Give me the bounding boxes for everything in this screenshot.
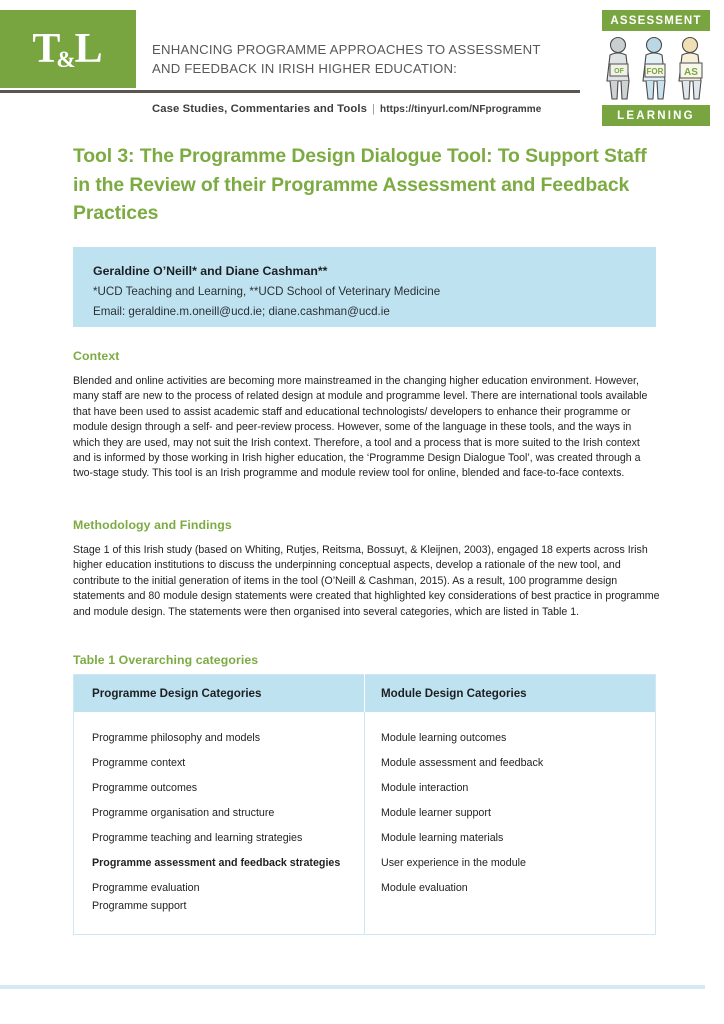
section-heading-methodology: Methodology and Findings [73, 518, 232, 532]
table-row [74, 775, 656, 800]
figures-svg [596, 34, 716, 102]
tl-logo [0, 10, 136, 88]
header-subtitle: Case Studies, Commentaries and Tools [152, 103, 367, 115]
assessment-label: ASSESSMENT [602, 10, 710, 31]
cell-programme-category: Programme assessment and feedback strategies [92, 856, 341, 869]
methodology-paragraph: Stage 1 of this Irish study (based on Whiting, Rutjes, Reitsma, Bossuyt, & Kleijnen, 2003), engaged 18 experts across Irish higher education institutions to discuss the underpinning conceptual aspects, develop a rationale of the new tool, and contribute to the initial generation of items in the tool (O’Neill & Cashman, 2015). As a result, 100 programme design statements and 80 module design statements were created that highlighted key considerations of best practice in programme and module design. The statements were then organised into several categories, which are listed in Table 1. [73, 544, 660, 618]
table-row [74, 800, 656, 825]
tool-number: Tool 3: [73, 145, 135, 167]
cell-programme-category: Programme evaluation [92, 881, 200, 894]
header-title [152, 40, 572, 78]
three-figures-illustration [596, 34, 716, 102]
header-title-line1: ENHANCING PROGRAMME APPROACHES TO ASSESSMENT [152, 42, 541, 57]
cell-programme-category: Programme organisation and structure [92, 806, 275, 819]
page-title [73, 142, 653, 228]
table-row [74, 875, 656, 900]
overarching-categories-table [73, 674, 656, 935]
cell-programme-category: Programme outcomes [92, 781, 198, 794]
footer-divider-rule [0, 985, 705, 989]
column-header-programme: Programme Design Categories [74, 675, 365, 713]
tool-title-rest: The Programme Design Dialogue Tool: To Support Staff in the Review of their Programme Assessment and Feedback Practices [73, 145, 647, 224]
header-url-link[interactable]: https://tinyurl.com/NFprogramme [380, 104, 542, 115]
table-head [74, 675, 656, 713]
cell-module-category: Module interaction [365, 775, 656, 800]
header-title-line2: AND FEEDBACK IN IRISH HIGHER EDUCATION: [152, 61, 458, 76]
context-paragraph: Blended and online activities are becoming more mainstreamed in the changing higher education environment. However, many staff are new to the process of related design at module and programme level. There are international tools available that have been used to assist academic staff and educational technologists/ developers to enhance their programme or module design through a self- and peer-review process. However, some of the language in these tools, and the ways in which they are used, may not suit the Irish context. Therefore, a tool and a process that is more suited to the Irish context and is informed by those working in Irish higher education, the ‘Programme Design Dialogue Tool’, was created through a two-stage study. This tool is an Irish programme and module review tool for online, blended and face-to-face contexts. [73, 375, 648, 480]
table-row [74, 850, 656, 875]
author-affiliation: *UCD Teaching and Learning, **UCD School of Veterinary Medicine [93, 285, 441, 298]
cell-module-category: Module learner support [365, 800, 656, 825]
subtitle-separator: | [371, 103, 375, 115]
cell-module-category: Module assessment and feedback [365, 750, 656, 775]
cell-programme-category: Programme philosophy and models [92, 731, 261, 744]
table-body [74, 712, 656, 934]
column-header-module: Module Design Categories [365, 675, 656, 713]
table-header-row [74, 675, 656, 713]
assessment-for-learning-logo [596, 8, 716, 128]
cell-module-category: Module learning outcomes [365, 712, 656, 750]
tl-logo-text: T&L [32, 26, 102, 72]
author-info-box [73, 247, 656, 327]
table-row [74, 900, 656, 934]
cell-programme-category: Programme teaching and learning strategies [92, 831, 303, 844]
cell-module-category: User experience in the module [365, 850, 656, 875]
ampersand-glyph: & [56, 47, 75, 72]
cell-programme-category: Programme support [92, 900, 187, 912]
cell-module-category [365, 900, 656, 934]
svg-text:AS: AS [684, 67, 698, 78]
section-heading-context: Context [73, 349, 120, 363]
learning-label: LEARNING [602, 105, 710, 126]
header-divider-rule [0, 90, 580, 93]
author-email[interactable]: Email: geraldine.m.oneill@ucd.ie; diane.cashman@ucd.ie [93, 305, 390, 318]
svg-text:OF: OF [614, 68, 624, 75]
cell-module-category: Module learning materials [365, 825, 656, 850]
author-names: Geraldine O’Neill* and Diane Cashman** [93, 264, 328, 278]
table-caption: Table 1 Overarching categories [73, 653, 259, 667]
header-subtitle-bar [152, 103, 541, 115]
table-row [74, 750, 656, 775]
table-row [74, 712, 656, 750]
cell-programme-category: Programme context [92, 756, 186, 769]
cell-module-category: Module evaluation [365, 875, 656, 900]
page-header [0, 0, 724, 136]
svg-text:FOR: FOR [646, 67, 664, 76]
table-row [74, 825, 656, 850]
